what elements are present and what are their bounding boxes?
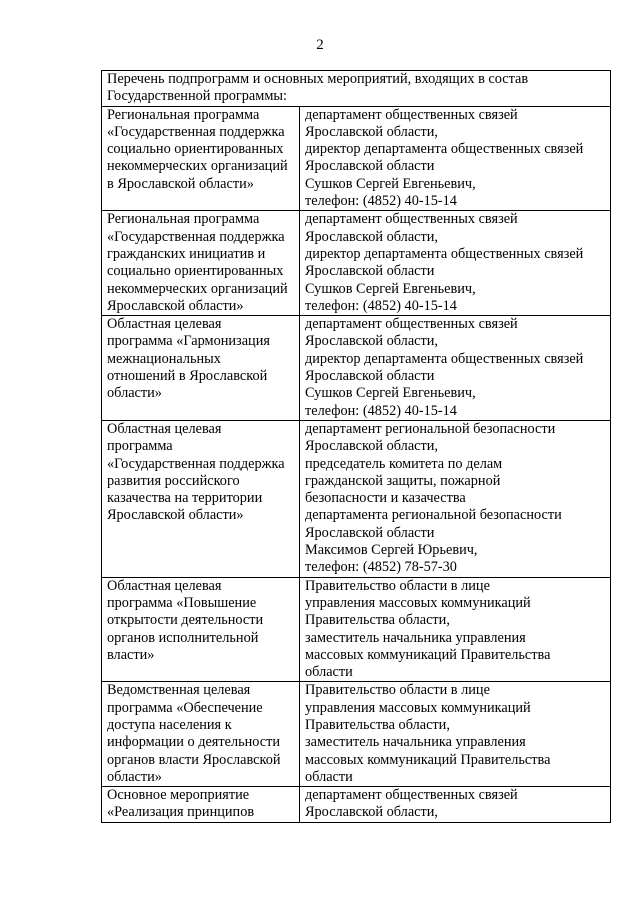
responsible-executor-line: области	[305, 768, 353, 785]
responsible-executor-line: телефон: (4852) 40-15-14	[305, 193, 457, 210]
program-name-line: программа «Обеспечение	[107, 699, 263, 716]
responsible-executor-line: безопасности и казачества	[305, 490, 466, 507]
responsible-executor-line: Ярославской области	[305, 263, 435, 280]
program-name-line: органов исполнительной	[107, 629, 259, 646]
program-name-cell	[102, 106, 300, 211]
responsible-executor-line: председатель комитета по делам	[305, 455, 503, 472]
table-header-cell	[102, 71, 611, 107]
program-name-line: программа «Гармонизация	[107, 333, 270, 350]
program-name-cell	[102, 420, 300, 577]
program-name-line: программа	[107, 438, 173, 455]
responsible-executor-line: Ярославской области,	[305, 333, 438, 350]
table-row	[102, 577, 611, 682]
responsible-executor-line: Ярославской области,	[305, 438, 438, 455]
responsible-executor-line: телефон: (4852) 40-15-14	[305, 402, 457, 419]
program-name-line: Ярославской области»	[107, 297, 244, 314]
program-name-line: социально ориентированных	[107, 141, 284, 158]
program-name-line: некоммерческих организаций	[107, 158, 288, 175]
responsible-executor-line: департамент общественных связей	[305, 211, 518, 228]
table-row	[102, 106, 611, 211]
responsible-executor-line: управления массовых коммуникаций	[305, 699, 531, 716]
program-name-line: информации о деятельности	[107, 734, 281, 751]
program-name-line: Ведомственная целевая	[107, 682, 251, 699]
subprograms-table	[101, 70, 611, 823]
responsible-executor-line: Сушков Сергей Евгеньевич,	[305, 175, 476, 192]
responsible-executor-line: телефон: (4852) 78-57-30	[305, 559, 457, 576]
program-name-line: Областная целевая	[107, 420, 222, 437]
responsible-executor-line: Максимов Сергей Юрьевич,	[305, 542, 478, 559]
responsible-executor-line: Сушков Сергей Евгеньевич,	[305, 385, 476, 402]
responsible-executor-line: директор департамента общественных связей	[305, 141, 584, 158]
responsible-executor-line: Ярославской области	[305, 368, 435, 385]
program-name-cell	[102, 682, 300, 787]
program-name-line: Областная целевая	[107, 577, 222, 594]
responsible-executor-line: гражданской защиты, пожарной	[305, 472, 501, 489]
responsible-executor-line: департамент общественных связей	[305, 787, 518, 804]
responsible-executor-cell	[300, 577, 611, 682]
responsible-executor-line: Правительство области в лице	[305, 682, 490, 699]
responsible-executor-line: управления массовых коммуникаций	[305, 594, 531, 611]
responsible-executor-line: телефон: (4852) 40-15-14	[305, 297, 457, 314]
program-name-line: в Ярославской области»	[107, 175, 254, 192]
page-number: 2	[316, 37, 324, 53]
table-row	[102, 211, 611, 316]
responsible-executor-line: департамент общественных связей	[305, 106, 518, 123]
responsible-executor-line: области	[305, 664, 353, 681]
responsible-executor-cell	[300, 420, 611, 577]
responsible-executor-line: Сушков Сергей Евгеньевич,	[305, 280, 476, 297]
responsible-executor-line: массовых коммуникаций Правительства	[305, 751, 551, 768]
program-name-line: некоммерческих организаций	[107, 280, 288, 297]
responsible-executor-line: Ярославской области,	[305, 123, 438, 140]
responsible-executor-line: департамент общественных связей	[305, 316, 518, 333]
table-header-row	[102, 71, 611, 107]
responsible-executor-line: Ярославской области	[305, 524, 435, 541]
responsible-executor-cell	[300, 106, 611, 211]
responsible-executor-line: Ярославской области,	[305, 804, 438, 821]
responsible-executor-line: заместитель начальника управления	[305, 629, 526, 646]
program-name-line: программа «Повышение	[107, 594, 257, 611]
program-name-line: гражданских инициатив и	[107, 245, 266, 262]
program-name-line: «Реализация принципов	[107, 804, 255, 821]
program-name-cell	[102, 787, 300, 823]
table-row	[102, 316, 611, 421]
responsible-executor-cell	[300, 682, 611, 787]
responsible-executor-cell	[300, 787, 611, 823]
responsible-executor-line: заместитель начальника управления	[305, 734, 526, 751]
responsible-executor-line: Ярославской области	[305, 158, 435, 175]
table-row	[102, 682, 611, 787]
responsible-executor-cell	[300, 316, 611, 421]
program-name-line: Региональная программа	[107, 211, 260, 228]
responsible-executor-line: Ярославской области,	[305, 228, 438, 245]
responsible-executor-line: департамент региональной безопасности	[305, 420, 556, 437]
responsible-executor-line: директор департамента общественных связей	[305, 350, 584, 367]
program-name-line: «Государственная поддержка	[107, 228, 285, 245]
header-line: Перечень подпрограмм и основных мероприятий, входящих в состав	[107, 71, 529, 87]
responsible-executor-line: Правительства области,	[305, 612, 450, 629]
program-name-line: Областная целевая	[107, 316, 222, 333]
table-row	[102, 787, 611, 823]
program-name-line: отношений в Ярославской	[107, 368, 268, 385]
responsible-executor-cell	[300, 211, 611, 316]
program-name-line: развития российского	[107, 472, 240, 489]
header-line: Государственной программы:	[107, 88, 287, 105]
program-name-cell	[102, 211, 300, 316]
program-name-line: области»	[107, 385, 162, 402]
program-name-line: доступа населения к	[107, 716, 232, 733]
program-name-line: власти»	[107, 646, 155, 663]
responsible-executor-line: Правительство области в лице	[305, 577, 490, 594]
table-row	[102, 420, 611, 577]
program-name-cell	[102, 316, 300, 421]
program-name-line: социально ориентированных	[107, 263, 284, 280]
responsible-executor-line: департамента региональной безопасности	[305, 507, 562, 524]
program-name-line: открытости деятельности	[107, 612, 264, 629]
program-name-line: Региональная программа	[107, 106, 260, 123]
responsible-executor-line: массовых коммуникаций Правительства	[305, 646, 551, 663]
program-name-line: «Государственная поддержка	[107, 455, 285, 472]
program-name-line: области»	[107, 768, 162, 785]
program-name-line: «Государственная поддержка	[107, 123, 285, 140]
program-name-line: межнациональных	[107, 350, 221, 367]
responsible-executor-line: директор департамента общественных связей	[305, 245, 584, 262]
program-name-line: органов власти Ярославской	[107, 751, 281, 768]
program-name-line: Основное мероприятие	[107, 787, 250, 804]
responsible-executor-line: Правительства области,	[305, 716, 450, 733]
program-name-cell	[102, 577, 300, 682]
program-name-line: казачества на территории	[107, 490, 263, 507]
program-name-line: Ярославской области»	[107, 507, 244, 524]
